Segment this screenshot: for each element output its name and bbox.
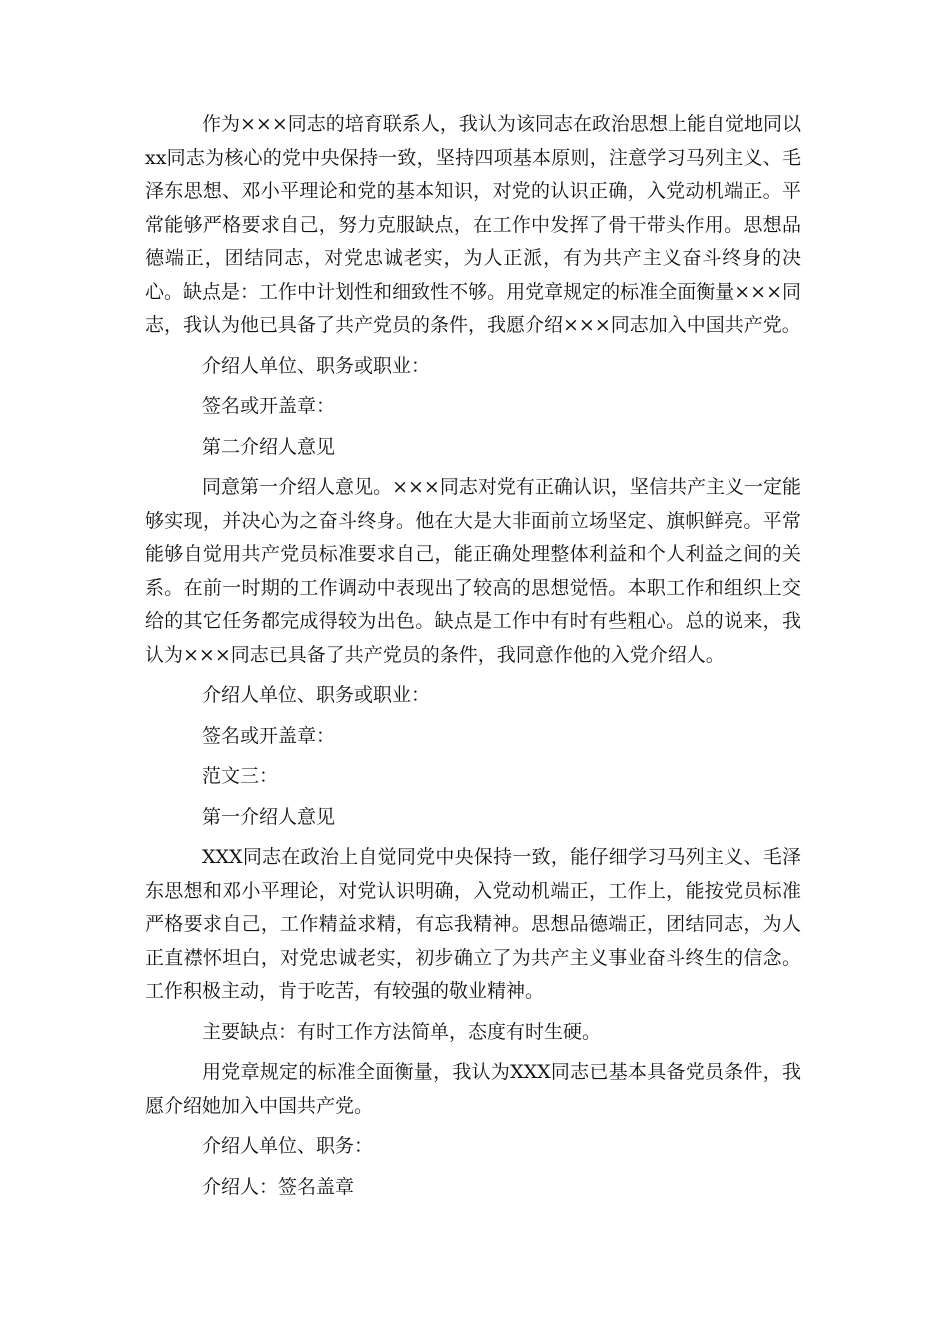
document-page	[145, 108, 801, 1211]
paragraph-first-recommender-opinion: 作为×××同志的培育联系人，我认为该同志在政治思想上能自觉地同以xx同志为核心的党中央保持一致，坚持四项基本原则，注意学习马列主义、毛泽东思想、邓小平理论和党的基本知识，对党的认识正确，入党动机端正。平常能够严格要求自己，努力克服缺点，在工作中发挥了骨干带头作用。思想品德端正，团结同志，对党忠诚老实，为人正派，有为共产主义奋斗终身的决心。缺点是：工作中计划性和细致性不够。用党章规定的标准全面衡量×××同志，我认为他已具备了共产党员的条件，我愿介绍×××同志加入中国共产党。	[145, 113, 801, 336]
signature-line: 签名或开盖章：	[202, 724, 336, 747]
section-heading-second-recommender: 第二介绍人意见	[202, 435, 336, 458]
recommender-unit-line: 介绍人单位、职务：	[202, 1135, 374, 1157]
recommender-unit-line: 介绍人单位、职务或职业：	[202, 684, 431, 706]
paragraph-sample-three-opinion: XXX同志在政治上自觉同党中央保持一致，能仔细学习马列主义、毛泽东思想和邓小平理论，对党认识明确，入党动机端正，工作上，能按党员标准严格要求自己，工作精益求精，有忘我精神。思想品德端正，团结同志，为人正直襟怀坦白，对党忠诚老实，初步确立了为共产主义事业奋斗终生的信念。工作积极主动，肯于吃苦，有较强的敬业精神。	[145, 846, 801, 1002]
paragraph-conclusion: 用党章规定的标准全面衡量，我认为XXX同志已基本具备党员条件，我愿介绍她加入中国共产党。	[145, 1061, 801, 1117]
recommender-unit-line: 介绍人单位、职务或职业：	[202, 354, 431, 377]
signature-line: 介绍人：签名盖章	[202, 1175, 355, 1198]
paragraph-main-shortcomings: 主要缺点：有时工作方法简单，态度有时生硬。	[202, 1020, 602, 1043]
section-heading-first-recommender: 第一介绍人意见	[202, 805, 336, 828]
section-heading-sample-three: 范文三：	[202, 765, 279, 787]
signature-line: 签名或开盖章：	[202, 395, 336, 417]
paragraph-second-recommender-opinion: 同意第一介绍人意见。×××同志对党有正确认识，坚信共产主义一定能够实现，并决心为之奋斗终身。他在大是大非面前立场坚定、旗帜鲜亮。平常能够自觉用共产党员标准要求自己，能正确处理整体利益和个人利益之间的关系。在前一时期的工作调动中表现出了较高的思想觉悟。本职工作和组织上交给的其它任务都完成得较为出色。缺点是工作中有时有些粗心。总的说来，我认为×××同志已具备了共产党员的条件，我同意作他的入党介绍人。	[145, 476, 801, 666]
